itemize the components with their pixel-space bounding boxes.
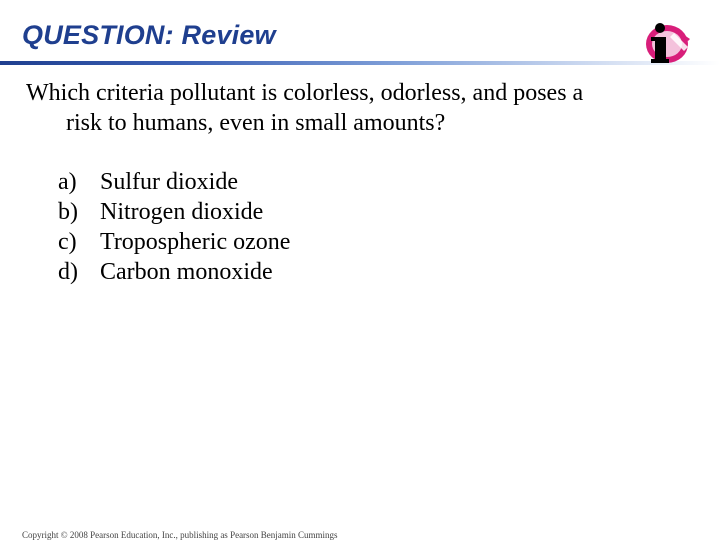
question-line-2: risk to humans, even in small amounts? [66, 110, 446, 136]
option-text: Carbon monoxide [100, 259, 273, 285]
option-letter: b) [58, 199, 78, 225]
option-letter: d) [58, 259, 78, 285]
question-line-1: Which criteria pollutant is colorless, odorless, and poses a [26, 80, 584, 106]
option-letter: a) [58, 169, 77, 195]
question-text [26, 78, 696, 138]
option-text: Sulfur dioxide [100, 169, 238, 195]
information-person-icon [638, 19, 692, 65]
slide-title: QUESTION: Review [22, 20, 276, 50]
option-letter: c) [58, 229, 77, 255]
answer-options [58, 167, 290, 287]
title-divider [0, 61, 720, 65]
option-text: Nitrogen dioxide [100, 199, 264, 225]
copyright-footer: Copyright © 2008 Pearson Education, Inc., publishing as Pearson Benjamin Cummings [22, 530, 338, 540]
option-c [58, 227, 290, 257]
option-b [58, 197, 290, 227]
option-d [58, 257, 290, 287]
option-a [58, 167, 290, 197]
option-text: Tropospheric ozone [100, 229, 291, 255]
